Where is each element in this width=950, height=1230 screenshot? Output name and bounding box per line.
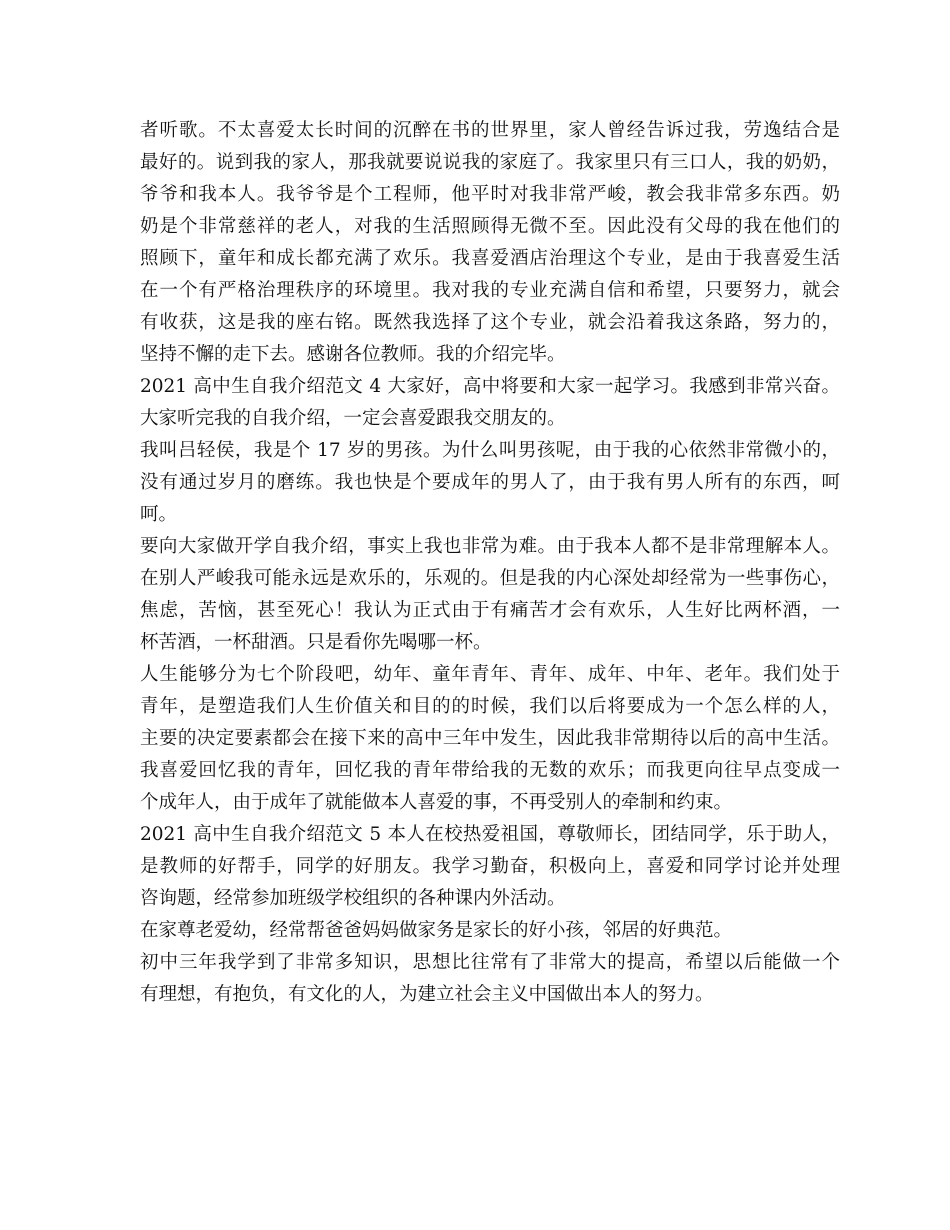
- text-line: 焦虑，苦恼，甚至死心！我认为正式由于有痛苦才会有欢乐，人生好比两杯酒，一: [140, 600, 840, 621]
- text-line: 大家听完我的自我介绍，一定会喜爱跟我交朋友的。: [140, 408, 566, 429]
- document-body-text: [140, 115, 840, 1011]
- text-line: 奶是个非常慈祥的老人，对我的生活照顾得无微不至。因此没有父母的我在他们的: [140, 216, 840, 237]
- text-line: 在一个有严格治理秩序的环境里。我对我的专业充满自信和希望，只要努力，就会: [140, 280, 840, 301]
- text-line: 杯苦酒，一杯甜酒。只是看你先喝哪一杯。: [140, 632, 492, 653]
- text-line: 人生能够分为七个阶段吧，幼年、童年青年、青年、成年、中年、老年。我们处于: [140, 664, 840, 685]
- text-line: 在别人严峻我可能永远是欢乐的，乐观的。但是我的内心深处却经常为一些事伤心，: [140, 568, 840, 589]
- text-line: 青年，是塑造我们人生价值关和目的的时候，我们以后将要成为一个怎么样的人，: [140, 696, 840, 717]
- text-line: 坚持不懈的走下去。感谢各位教师。我的介绍完毕。: [140, 344, 566, 365]
- text-line: 有收获，这是我的座右铭。既然我选择了这个专业，就会沿着我这条路，努力的，: [140, 312, 840, 333]
- text-line: 咨询题，经常参加班级学校组织的各种课内外活动。: [140, 888, 566, 909]
- text-line: 2021 高中生自我介绍范文 5 本人在校热爱祖国，尊敬师长，团结同学，乐于助人，: [140, 824, 840, 845]
- text-line: 主要的决定要素都会在接下来的高中三年中发生，因此我非常期待以后的高中生活。: [140, 728, 840, 749]
- text-line: 爷爷和我本人。我爷爷是个工程师，他平时对我非常严峻，教会我非常多东西。奶: [140, 184, 840, 205]
- text-line: 是教师的好帮手，同学的好朋友。我学习勤奋，积极向上，喜爱和同学讨论并处理: [140, 856, 840, 877]
- text-line: 有理想，有抱负，有文化的人，为建立社会主义中国做出本人的努力。: [140, 984, 714, 1005]
- text-line: 者听歌。不太喜爱太长时间的沉醉在书的世界里，家人曾经告诉过我，劳逸结合是: [140, 120, 840, 141]
- text-line: 最好的。说到我的家人，那我就要说说我的家庭了。我家里只有三口人，我的奶奶，: [140, 152, 840, 173]
- text-line: 要向大家做开学自我介绍，事实上我也非常为难。由于我本人都不是非常理解本人。: [140, 536, 840, 557]
- text-line: 呵。: [140, 504, 178, 525]
- text-line: 我叫吕轻侯，我是个 17 岁的男孩。为什么叫男孩呢，由于我的心依然非常微小的，: [140, 440, 840, 461]
- text-line: 没有通过岁月的磨练。我也快是个要成年的男人了，由于我有男人所有的东西，呵: [140, 472, 840, 493]
- text-line: 2021 高中生自我介绍范文 4 大家好，高中将要和大家一起学习。我感到非常兴奋。: [140, 376, 840, 397]
- text-line: 照顾下，童年和成长都充满了欢乐。我喜爱酒店治理这个专业，是由于我喜爱生活: [140, 248, 840, 269]
- text-line: 个成年人，由于成年了就能做本人喜爱的事，不再受别人的牵制和约束。: [140, 792, 733, 813]
- text-line: 我喜爱回忆我的青年，回忆我的青年带给我的无数的欢乐；而我更向往早点变成一: [140, 760, 840, 781]
- text-line: 初中三年我学到了非常多知识，思想比往常有了非常大的提高，希望以后能做一个: [140, 952, 840, 973]
- text-line: 在家尊老爱幼，经常帮爸爸妈妈做家务是家长的好小孩，邻居的好典范。: [140, 920, 733, 941]
